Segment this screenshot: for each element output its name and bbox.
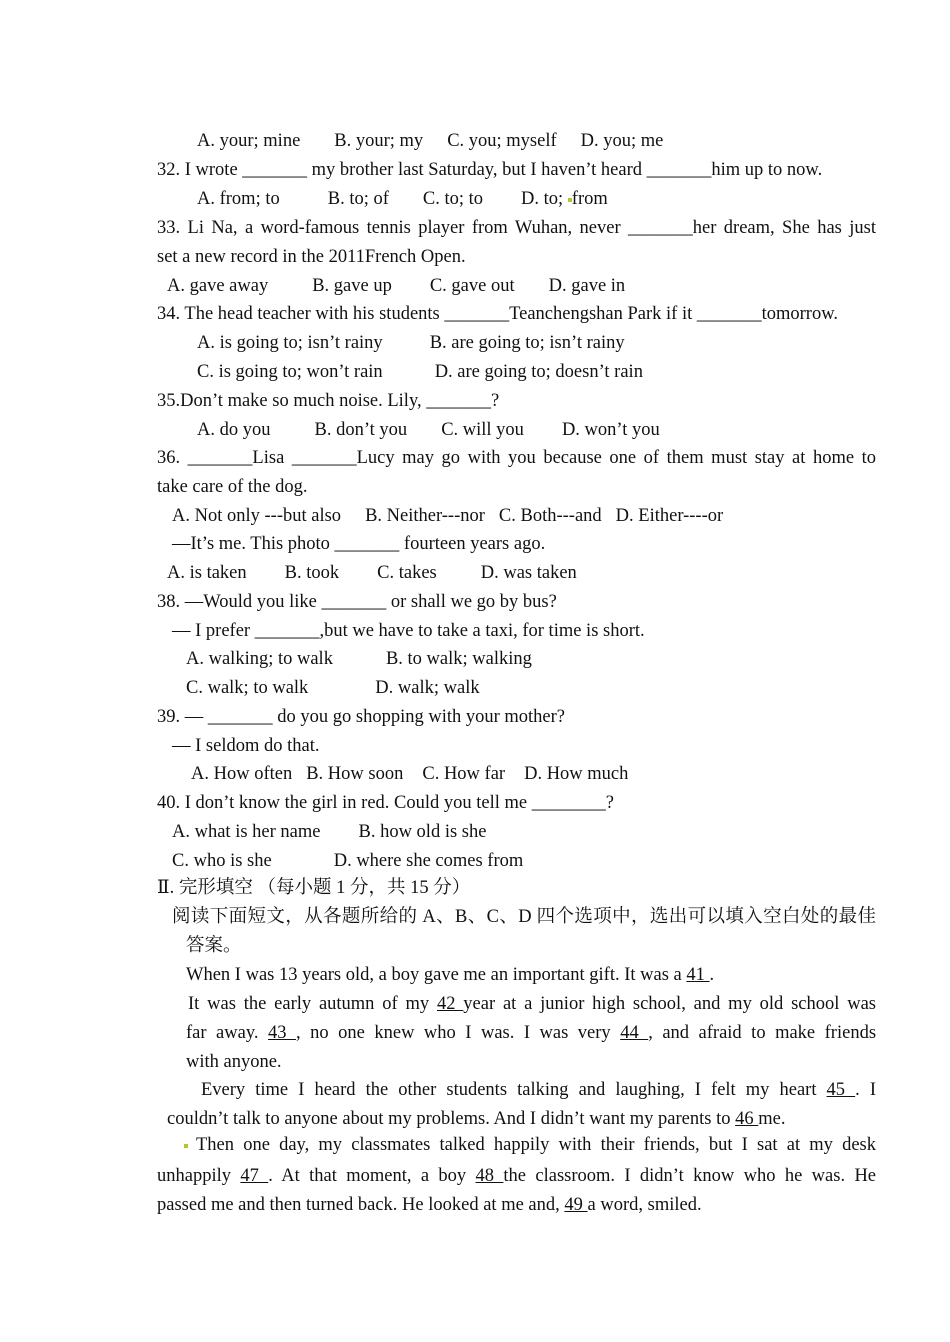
blank-47: 47 — [240, 1166, 269, 1186]
passage-line: with anyone. — [186, 1052, 282, 1072]
option-d: D. you; me — [580, 131, 664, 151]
option-d: D. are going to; doesn’t rain — [434, 362, 643, 382]
passage-line: far away. 43 , no one knew who I was. I was very 44 , and afraid to make friends — [186, 1023, 877, 1043]
option-c: C. How far — [422, 764, 506, 784]
option-b: B. to walk; walking — [385, 649, 532, 669]
q33-stem-line2: set a new record in the 2011French Open. — [157, 247, 466, 267]
q33-stem-line1: 33. Li Na, a word-famous tennis player from Wuhan, never _______her dream, She has just — [157, 218, 876, 238]
option-b: B. don’t you — [314, 420, 408, 440]
q37-options — [167, 559, 605, 588]
option-b: B. are going to; isn’t rainy — [429, 333, 625, 353]
option-a: A. your; mine — [197, 131, 301, 151]
blank-43: 43 — [268, 1023, 297, 1043]
blank-49: 49 — [564, 1195, 588, 1215]
passage-line: passed me and then turned back. He looked at me and, 49 a word, smiled. — [157, 1195, 702, 1215]
option-a: A. do you — [197, 420, 271, 440]
q38-stem-line1: 38. —Would you like _______ or shall we go by bus? — [157, 592, 557, 612]
passage-line: It was the early autumn of my 42 year at a junior high school, and my old school was — [188, 994, 877, 1014]
q38-stem-line2: — I prefer _______,but we have to take a taxi, for time is short. — [172, 621, 645, 641]
option-a: A. what is her name — [172, 822, 321, 842]
q32-stem: 32. I wrote _______ my brother last Saturday, but I haven’t heard _______him up to now. — [157, 160, 823, 180]
option-c: C. who is she — [172, 851, 272, 871]
option-c: C. to; to — [422, 189, 484, 209]
q35-options — [197, 416, 688, 445]
option-a: A. is taken — [167, 563, 247, 583]
option-d: D. Either----or — [615, 506, 724, 526]
option-b: B. How soon — [306, 764, 404, 784]
passage-line: Then one day, my classmates talked happily with their friends, but I sat at my desk — [184, 1131, 876, 1160]
passage-line: unhappily 47 . At that moment, a boy 48 the classroom. I didn’t know who he was. He — [157, 1166, 877, 1186]
option-a: A. is going to; isn’t rainy — [197, 333, 383, 353]
q37-stem: —It’s me. This photo _______ fourteen years ago. — [172, 534, 546, 554]
option-c: C. will you — [441, 420, 524, 440]
q34-stem: 34. The head teacher with his students _______Teanchengshan Park if it _______tomorrow. — [157, 304, 839, 324]
q39-stem-line2: — I seldom do that. — [172, 736, 320, 756]
blank-46: 46 — [735, 1109, 759, 1129]
passage-line: couldn’t talk to anyone about my problems. And I didn’t want my parents to 46 me. — [167, 1109, 786, 1129]
q31-options — [197, 127, 691, 156]
section-heading: Ⅱ. 完形填空 （每小题 1 分，共 15 分） — [157, 878, 471, 898]
q40-options-row2 — [172, 847, 551, 876]
option-c: C. you; myself — [447, 131, 557, 151]
option-b: B. to; of — [327, 189, 389, 209]
passage-line: Every time I heard the other students talking and laughing, I felt my heart 45 . I — [201, 1080, 877, 1100]
q34-options-row1 — [197, 329, 653, 358]
q38-options-row1 — [186, 645, 560, 674]
option-c: C. takes — [377, 563, 437, 583]
blank-45: 45 — [826, 1080, 856, 1100]
option-a: A. from; to — [197, 189, 280, 209]
section-instruction-line2: 答案。 — [186, 936, 242, 956]
q36-stem-line2: take care of the dog. — [157, 477, 308, 497]
q32-options — [197, 185, 608, 214]
speck-mark — [184, 1144, 188, 1148]
option-d: D. was taken — [480, 563, 577, 583]
passage-line: When I was 13 years old, a boy gave me an important gift. It was a 41 . — [186, 965, 715, 985]
option-a: A. gave away — [167, 276, 269, 296]
q40-options-row1 — [172, 818, 514, 847]
option-c: C. walk; to walk — [186, 678, 309, 698]
q39-options — [191, 760, 656, 789]
option-d: D. gave in — [548, 276, 626, 296]
option-b: B. your; my — [334, 131, 424, 151]
option-d: D. How much — [524, 764, 629, 784]
option-a: A. walking; to walk — [186, 649, 333, 669]
option-a: A. How often — [191, 764, 293, 784]
blank-41: 41 — [686, 965, 710, 985]
option-b: B. took — [284, 563, 340, 583]
option-a: A. Not only ---but also — [172, 506, 342, 526]
option-b: B. how old is she — [358, 822, 487, 842]
q33-options — [167, 272, 653, 301]
option-d: D. where she comes from — [333, 851, 524, 871]
q34-options-row2 — [197, 358, 671, 387]
section-instruction-line1: 阅读下面短文，从各题所给的 A、B、C、D 四个选项中，选出可以填入空白处的最佳 — [172, 907, 876, 927]
q36-options — [172, 502, 751, 531]
blank-44: 44 — [620, 1023, 649, 1043]
option-d: D. to; from — [521, 189, 608, 209]
blank-42: 42 — [436, 994, 464, 1014]
q40-stem: 40. I don’t know the girl in red. Could you tell me ________? — [157, 793, 614, 813]
option-c: C. is going to; won’t rain — [197, 362, 383, 382]
option-d: D. won’t you — [561, 420, 660, 440]
option-c: C. gave out — [429, 276, 515, 296]
blank-48: 48 — [475, 1166, 504, 1186]
q35-stem: 35.Don’t make so much noise. Lily, _______? — [157, 391, 500, 411]
q39-stem-line1: 39. — _______ do you go shopping with your mother? — [157, 707, 566, 727]
option-d: D. walk; walk — [375, 678, 480, 698]
option-b: B. Neither---nor — [365, 506, 485, 526]
option-c: C. Both---and — [498, 506, 602, 526]
q38-options-row2 — [186, 674, 508, 703]
q36-stem-line1: 36. _______Lisa _______Lucy may go with you because one of them must stay at home to — [157, 448, 876, 468]
option-b: B. gave up — [312, 276, 392, 296]
